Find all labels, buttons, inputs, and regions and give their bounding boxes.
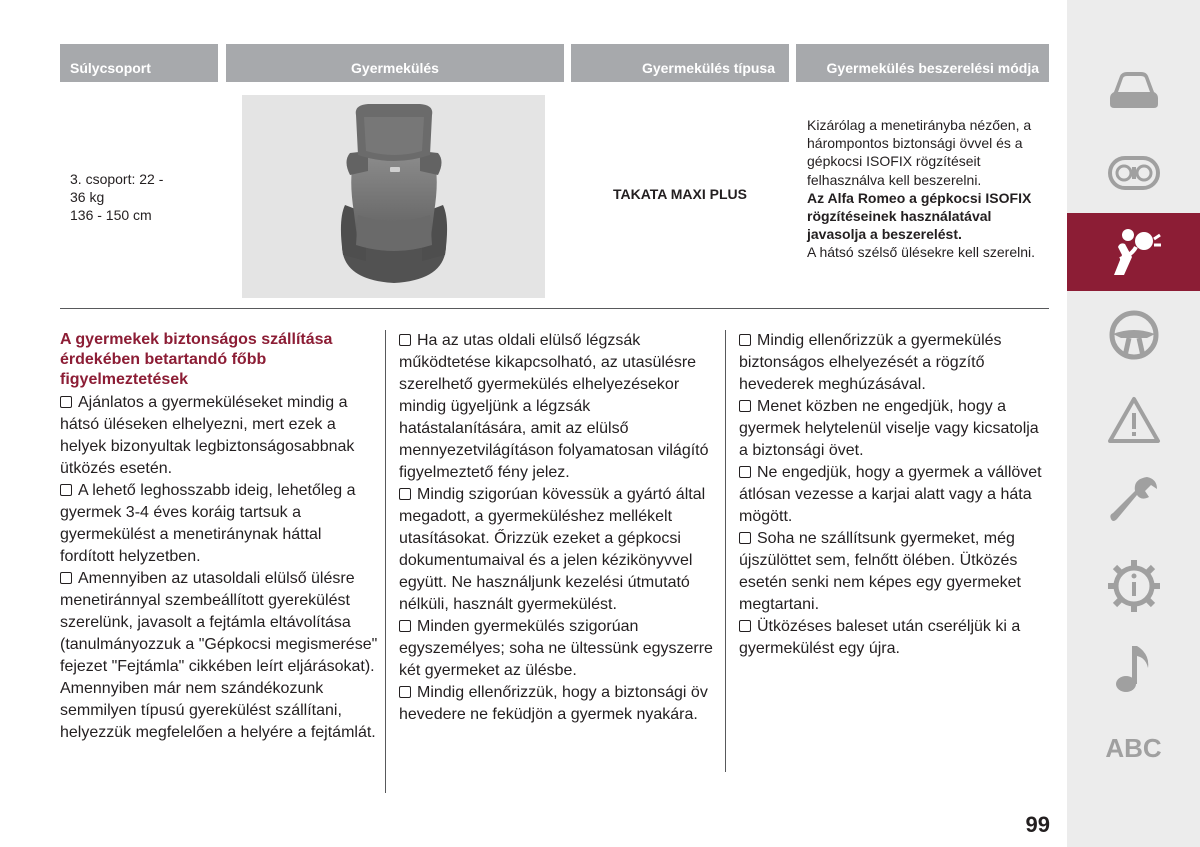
checkbox-bullet-icon [739,466,751,478]
warning-paragraph: Soha ne szállítsunk gyermeket, még újszülöttet sem, felnőtt ölében. Ütközés esetén senki nem képes egy gyermeket megtartani. [739,530,1021,613]
wrench-icon [1107,473,1161,529]
warning-paragraph: Amennyiben az utasoldali elülső ülésre menetiránnyal szembeállított gyerekülést szerelünk, javasolt a fejtámla eltávolítása (tanulmányozzuk a "Gépkocsi megismerése" fejezet "Fejtámla" cikkében leírt eljárásokat). Amennyiben már nem szándékozunk semmilyen típusú gyerekülést szállítani, helyezzük megfelelően a helyére a fejtámlát. [60,570,378,741]
checkbox-bullet-icon [60,396,72,408]
checkbox-bullet-icon [739,532,751,544]
car-icon [1106,68,1162,112]
dashboard-icon [1106,153,1162,193]
sidebar-item-multimedia[interactable] [1067,638,1200,700]
sidebar-item-warnings[interactable] [1067,390,1200,450]
column-3 [739,330,1049,660]
checkbox-bullet-icon [60,484,72,496]
warning-paragraph: Mindig ellenőrizzük a gyermekülés biztonságos elhelyezését a rögzítő hevederek meghúzásával. [739,332,1002,393]
checkbox-bullet-icon [739,334,751,346]
warning-paragraph: A lehető leghosszabb ideig, lehetőleg a gyermek 3-4 éves koráig tartsuk a gyermekülést a menetiránynak háttal fordított helyzetben. [60,482,356,565]
page-number: 99 [1025,812,1050,837]
info-gear-icon [1106,558,1162,614]
sidebar-item-car[interactable] [1067,60,1200,120]
weight-line: 36 kg [70,189,105,205]
checkbox-bullet-icon [739,620,751,632]
checkbox-bullet-icon [60,572,72,584]
warning-paragraph: Ne engedjük, hogy a gyermek a vállövet átlósan vezesse a karjai alatt vagy a háta mögött. [739,464,1042,525]
warning-paragraph: Menet közben ne engedjük, hogy a gyermek helytelenül viselje vagy kicsatolja a biztonsági övet. [739,398,1039,459]
sidebar-item-safety[interactable] [1067,213,1200,291]
table-header-install-method: Gyermekülés beszerelési módja [796,44,1049,82]
table-header-weight-group: Súlycsoport [60,44,218,82]
table-header-seat-type: Gyermekülés típusa [571,44,789,82]
table-divider [60,308,1049,309]
sidebar-item-service[interactable] [1067,470,1200,532]
section-heading: A gyermekek biztonságos szállítása érdekében betartandó főbb figyelmeztetések [60,331,333,388]
column-2 [399,330,715,726]
chapter-sidebar [1067,0,1200,847]
install-method-cell [807,116,1047,262]
warning-paragraph: Minden gyermekülés szigorúan egyszemélyes; soha ne ültessünk egyszerre két gyermeket az ülésbe. [399,618,713,679]
passenger-safety-icon [1104,225,1164,279]
sidebar-item-dashboard[interactable] [1067,145,1200,200]
warning-triangle-icon [1107,395,1161,445]
table-header-child-seat: Gyermekülés [226,44,564,82]
sidebar-item-steering[interactable] [1067,305,1200,365]
sidebar-item-index[interactable]: ABC [1105,732,1162,763]
music-note-icon [1112,642,1156,696]
warning-paragraph: Ha az utas oldali elülső légzsák működtetése kikapcsolható, az utasülésre szerelhető gyermekülés elhelyezésekor mindig ügyeljünk a légzsák hatástalanítására, amit az elülső mennyezetvilágításon folyamatosan világító figyelmeztető fény jelez. [399,332,709,481]
steering-wheel-icon [1107,308,1161,362]
checkbox-bullet-icon [399,488,411,500]
booster-seat-illustration [242,95,545,298]
seat-type-cell: TAKATA MAXI PLUS [612,186,747,202]
install-text-rear: A hátsó szélső ülésekre kell szerelni. [807,244,1035,261]
checkbox-bullet-icon [739,400,751,412]
child-seat-image [242,95,545,298]
weight-line: 136 - 150 cm [70,207,152,223]
warning-paragraph: Ütközéses baleset után cseréljük ki a gyermekülést egy újra. [739,618,1021,657]
warning-paragraph: Mindig ellenőrizzük, hogy a biztonsági öv hevedere ne feküdjön a gyermek nyakára. [399,684,708,723]
weight-line: 3. csoport: 22 - [70,171,164,187]
column-1 [60,330,378,744]
warning-paragraph: Mindig szigorúan kövessük a gyártó által megadott, a gyermeküléshez mellékelt utasításokat. Őrizzük ezeket a gépkocsi dokumentumaival és a jelen kézikönyvvel együtt. Ne használjunk kezelési útmutató nélküli, használt gyermekülést. [399,486,706,613]
checkbox-bullet-icon [399,686,411,698]
install-recommendation: Az Alfa Romeo a gépkocsi ISOFIX rögzítéseinek használatával javasolja a beszerelést. [807,189,1032,243]
install-text: Kizárólag a menetirányba nézően, a hárompontos biztonsági övvel és a gépkocsi ISOFIX rögzítéseit felhasználva kell beszerelni. [807,117,1032,188]
sidebar-item-info[interactable] [1067,555,1200,617]
column-divider [385,330,386,793]
checkbox-bullet-icon [399,334,411,346]
checkbox-bullet-icon [399,620,411,632]
weight-group-cell [70,170,163,224]
column-divider [725,330,726,772]
warning-paragraph: Ajánlatos a gyermeküléseket mindig a hátsó üléseken elhelyezni, mert ezek a helyek bizonyultak legbiztonságosabbnak ütközés esetén. [60,394,355,477]
